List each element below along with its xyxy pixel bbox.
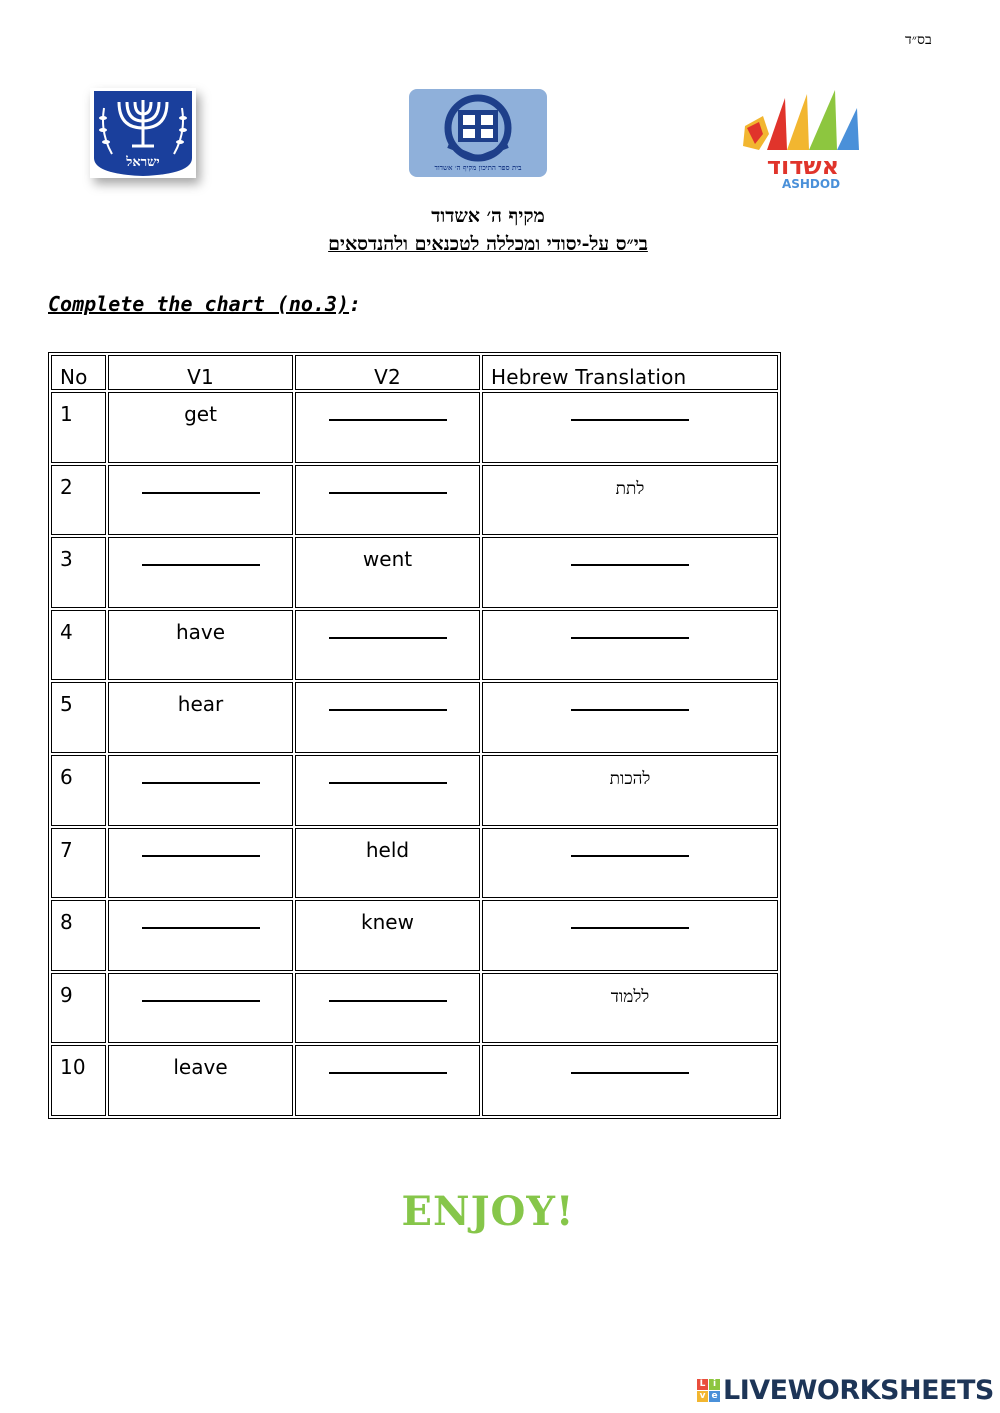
answer-blank[interactable] bbox=[142, 549, 260, 566]
table-row bbox=[51, 392, 778, 463]
liveworksheets-brand bbox=[697, 1375, 994, 1406]
table-row bbox=[51, 537, 778, 608]
table-row bbox=[51, 1045, 778, 1116]
row-number: 3 bbox=[60, 547, 73, 572]
col-header-no: No bbox=[51, 355, 106, 390]
answer-blank[interactable] bbox=[329, 622, 447, 639]
table-row bbox=[51, 755, 778, 826]
liveworksheets-text: LIVEWORKSHEETS bbox=[723, 1375, 994, 1406]
cell-v2[interactable] bbox=[295, 682, 480, 753]
brand-mark-letter: v bbox=[697, 1391, 708, 1402]
table-row bbox=[51, 465, 778, 536]
row-number: 10 bbox=[60, 1055, 86, 1080]
cell-v1[interactable] bbox=[108, 465, 293, 536]
cell-v2 bbox=[295, 828, 480, 899]
table-body bbox=[51, 392, 778, 1116]
cell-no bbox=[51, 973, 106, 1044]
cell-no bbox=[51, 828, 106, 899]
answer-blank[interactable] bbox=[571, 404, 689, 421]
cell-hebrew[interactable] bbox=[482, 392, 778, 463]
row-number: 4 bbox=[60, 619, 73, 644]
verb-word: knew bbox=[361, 910, 414, 935]
answer-blank[interactable] bbox=[142, 985, 260, 1002]
ashdod-city-logo bbox=[725, 88, 865, 192]
answer-blank[interactable] bbox=[571, 840, 689, 857]
cell-hebrew[interactable] bbox=[482, 537, 778, 608]
verb-word: hear bbox=[177, 692, 224, 717]
col-header-v1: V1 bbox=[108, 355, 293, 390]
row-number: 6 bbox=[60, 764, 73, 789]
cell-v1 bbox=[108, 682, 293, 753]
row-number: 2 bbox=[60, 474, 73, 499]
answer-blank[interactable] bbox=[329, 477, 447, 494]
col-header-hebrew: Hebrew Translation bbox=[482, 355, 778, 390]
state-emblem-logo bbox=[90, 88, 196, 178]
cell-v2[interactable] bbox=[295, 465, 480, 536]
ashdod-english-text: ASHDOD bbox=[781, 177, 841, 191]
cell-v1 bbox=[108, 392, 293, 463]
verb-word: have bbox=[175, 619, 226, 644]
row-number: 7 bbox=[60, 837, 73, 862]
enjoy-text: ENJOY! bbox=[401, 1188, 575, 1235]
cell-hebrew[interactable] bbox=[482, 900, 778, 971]
cell-hebrew bbox=[482, 973, 778, 1044]
cell-v1[interactable] bbox=[108, 973, 293, 1044]
state-emblem-text: ישראל bbox=[126, 155, 160, 170]
instruction-heading bbox=[48, 292, 361, 316]
table-row bbox=[51, 973, 778, 1044]
cell-v2[interactable] bbox=[295, 973, 480, 1044]
row-number: 8 bbox=[60, 910, 73, 935]
cell-no bbox=[51, 392, 106, 463]
verb-word: went bbox=[362, 547, 413, 572]
cell-hebrew[interactable] bbox=[482, 610, 778, 681]
cell-hebrew[interactable] bbox=[482, 682, 778, 753]
hebrew-word: לתת bbox=[615, 478, 645, 499]
school-logo bbox=[408, 88, 548, 178]
answer-blank[interactable] bbox=[329, 1057, 447, 1074]
cell-v1[interactable] bbox=[108, 755, 293, 826]
answer-blank[interactable] bbox=[329, 985, 447, 1002]
cell-no bbox=[51, 465, 106, 536]
instruction-colon: : bbox=[349, 292, 362, 316]
cell-v2[interactable] bbox=[295, 1045, 480, 1116]
answer-blank[interactable] bbox=[142, 840, 260, 857]
answer-blank[interactable] bbox=[571, 622, 689, 639]
cell-hebrew bbox=[482, 755, 778, 826]
school-logo-text: בית ספר התיכון מקיף ה׳ אשדוד bbox=[434, 163, 522, 172]
cell-hebrew bbox=[482, 465, 778, 536]
verb-word: held bbox=[365, 837, 410, 862]
cell-v1[interactable] bbox=[108, 900, 293, 971]
cell-v2[interactable] bbox=[295, 610, 480, 681]
cell-v1[interactable] bbox=[108, 537, 293, 608]
answer-blank[interactable] bbox=[142, 912, 260, 929]
besd-header: בס״ד bbox=[905, 32, 932, 48]
verb-word: get bbox=[184, 402, 217, 426]
brand-mark-letter: e bbox=[709, 1391, 720, 1402]
answer-blank[interactable] bbox=[571, 694, 689, 711]
ashdod-hebrew-text: אשדוד bbox=[766, 152, 840, 180]
cell-v2 bbox=[295, 900, 480, 971]
cell-hebrew[interactable] bbox=[482, 1045, 778, 1116]
cell-no bbox=[51, 537, 106, 608]
answer-blank[interactable] bbox=[329, 404, 447, 421]
liveworksheets-mark-icon bbox=[697, 1379, 720, 1402]
cell-v2[interactable] bbox=[295, 755, 480, 826]
row-number: 5 bbox=[60, 692, 73, 717]
instruction-text: Complete the chart (no.3) bbox=[48, 292, 350, 316]
answer-blank[interactable] bbox=[329, 767, 447, 784]
row-number: 1 bbox=[60, 402, 73, 426]
cell-v2[interactable] bbox=[295, 392, 480, 463]
school-name: מקיף ה׳ אשדוד bbox=[431, 205, 545, 227]
cell-hebrew[interactable] bbox=[482, 828, 778, 899]
table-row bbox=[51, 828, 778, 899]
answer-blank[interactable] bbox=[142, 477, 260, 494]
school-subtitle: בי״ס על-יסודי ומכללה לטכנאים ולהנדסאים bbox=[328, 233, 648, 255]
table-row bbox=[51, 900, 778, 971]
answer-blank[interactable] bbox=[571, 549, 689, 566]
cell-no bbox=[51, 1045, 106, 1116]
cell-no bbox=[51, 900, 106, 971]
brand-mark-letter: L bbox=[697, 1379, 708, 1390]
cell-no bbox=[51, 755, 106, 826]
answer-blank[interactable] bbox=[329, 694, 447, 711]
cell-v1 bbox=[108, 610, 293, 681]
hebrew-word: להכות bbox=[609, 768, 651, 789]
answer-blank[interactable] bbox=[571, 912, 689, 929]
verb-word: leave bbox=[173, 1055, 228, 1080]
col-header-v2: V2 bbox=[295, 355, 480, 390]
cell-no bbox=[51, 682, 106, 753]
table-row bbox=[51, 682, 778, 753]
brand-mark-letter: i bbox=[709, 1379, 720, 1390]
cell-v1[interactable] bbox=[108, 828, 293, 899]
table-row bbox=[51, 610, 778, 681]
table-header-row bbox=[51, 355, 778, 390]
row-number: 9 bbox=[60, 982, 73, 1007]
answer-blank[interactable] bbox=[142, 767, 260, 784]
cell-no bbox=[51, 610, 106, 681]
hebrew-word: ללמוד bbox=[610, 986, 650, 1007]
cell-v1 bbox=[108, 1045, 293, 1116]
cell-v2 bbox=[295, 537, 480, 608]
verb-chart-table bbox=[48, 352, 781, 1119]
answer-blank[interactable] bbox=[571, 1057, 689, 1074]
